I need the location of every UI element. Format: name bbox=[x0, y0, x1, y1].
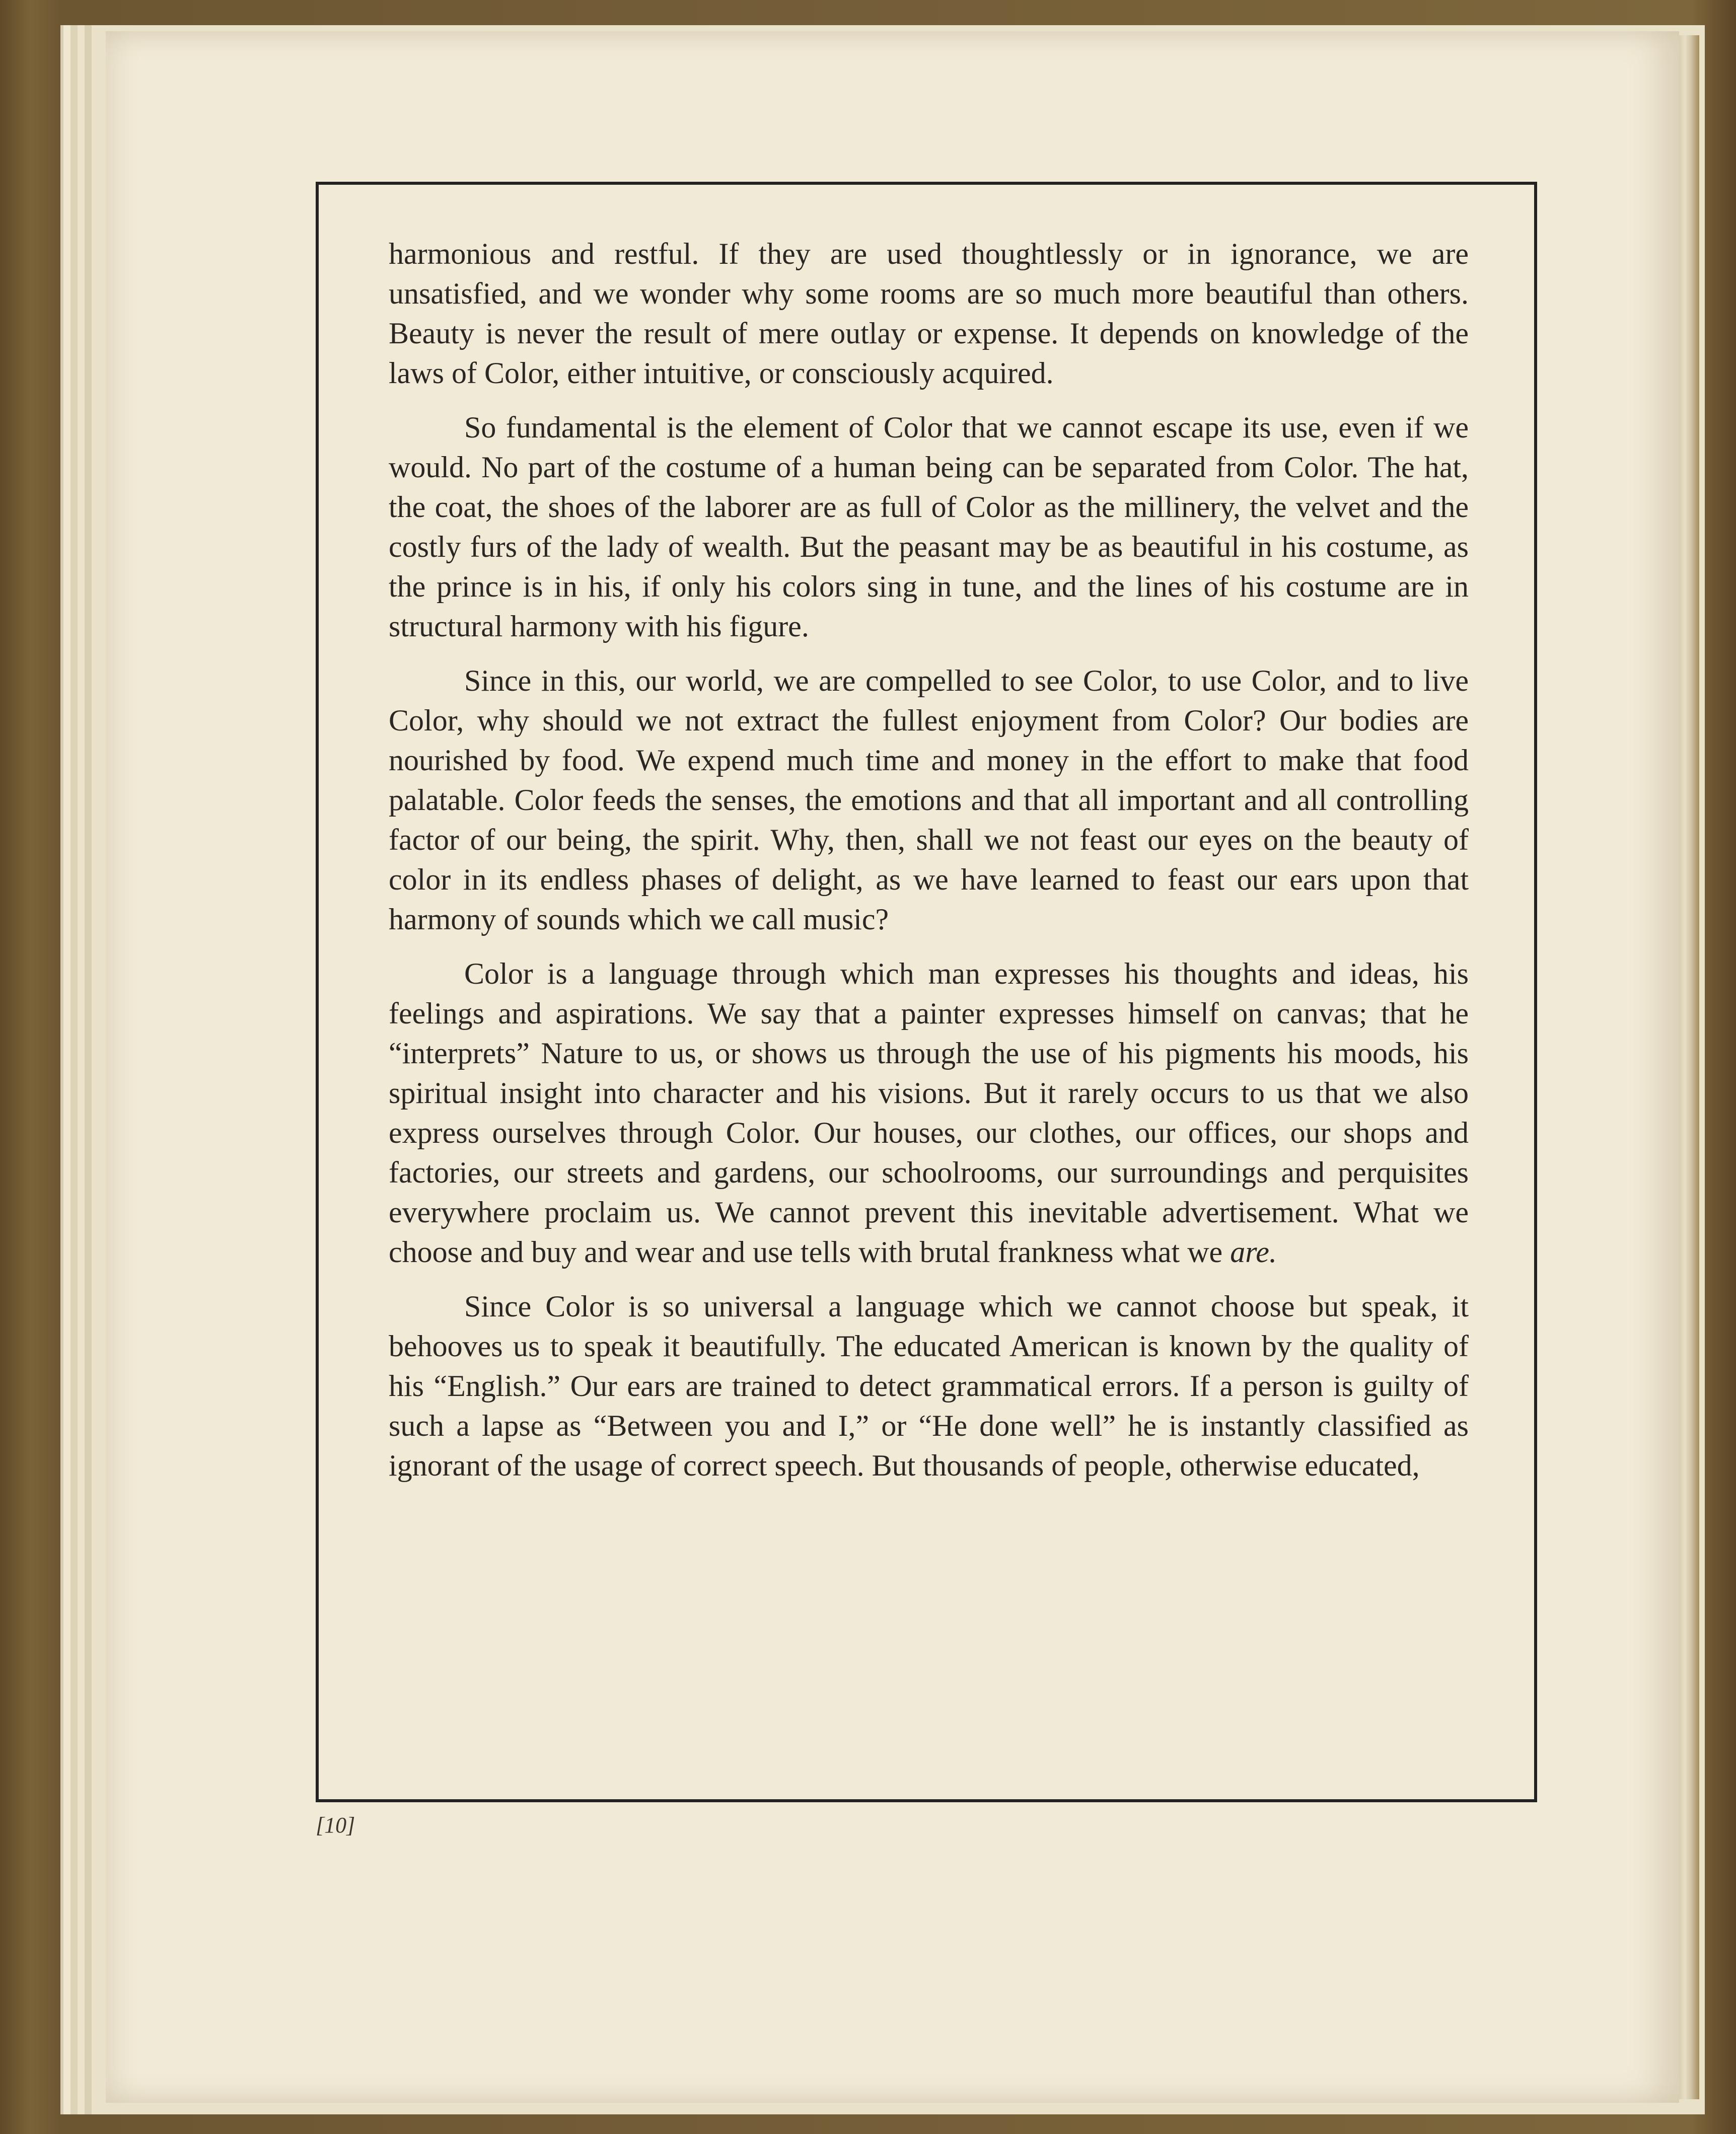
paragraph-5: Since Color is so universal a language which we cannot choose but speak, it behooves us to speak it beautifully. The educated American is known by the quality of his “English.” Our ears are trained to detect grammatical errors. If a person is guilty of such a lapse as “Between you and I,” or “He done well” he is instantly classified as ignorant of the usage of correct speech. But thousands of people, otherwise educated, bbox=[389, 1290, 1469, 1482]
emphasis-word: are. bbox=[1230, 1235, 1277, 1269]
body-text bbox=[389, 234, 1469, 1500]
paragraph-4 bbox=[389, 954, 1469, 1272]
paragraph-4-text: Color is a language through which man expresses his thoughts and ideas, his feelings and aspirations. We say that a painter expresses himself on canvas; that he “interprets” Nature to us, or shows us through the use of his pigments his moods, his spiritual insight into character and his visions. But it rarely occurs to us that we also express ourselves through Color. Our houses, our clothes, our offices, our shops and factories, our streets and gardens, our schoolrooms, our surroundings and perquisites everywhere proclaim us. We cannot prevent this inevitable advertisement. What we choose and buy and wear and use tells with brutal frankness what we bbox=[389, 957, 1469, 1269]
paragraph-2: So fundamental is the element of Color that we cannot escape its use, even if we would. No part of the costume of a human being can be separated from Color. The hat, the coat, the shoes of the laborer are as full of Color as the millinery, the velvet and the costly furs of the lady of wealth. But the peasant may be as beautiful in his costume, as the prince is in his, if only his colors sing in tune, and the lines of his costume are in structural harmony with his figure. bbox=[389, 411, 1469, 643]
page-number: [10] bbox=[316, 1813, 355, 1837]
paragraph-1: harmonious and restful. If they are used thoughtlessly or in ignorance, we are unsatisfied, and we wonder why some rooms are so much more beautiful than others. Beauty is never the result of mere outlay or expense. It depends on knowledge of the laws of Color, either intuitive, or consciously acquired. bbox=[389, 237, 1469, 390]
page-gutter-edge bbox=[1679, 35, 1699, 2099]
paragraph-3: Since in this, our world, we are compelled to see Color, to use Color, and to live Color, why should we not extract the fullest enjoyment from Color? Our bodies are nourished by food. We expend much time and money in the effort to make that food palatable. Color feeds the senses, the emotions and that all important and all controlling factor of our being, the spirit. Why, then, shall we not feast our eyes on the beauty of color in its endless phases of delight, as we have learned to feast our ears upon that harmony of sounds which we call music? bbox=[389, 664, 1469, 936]
